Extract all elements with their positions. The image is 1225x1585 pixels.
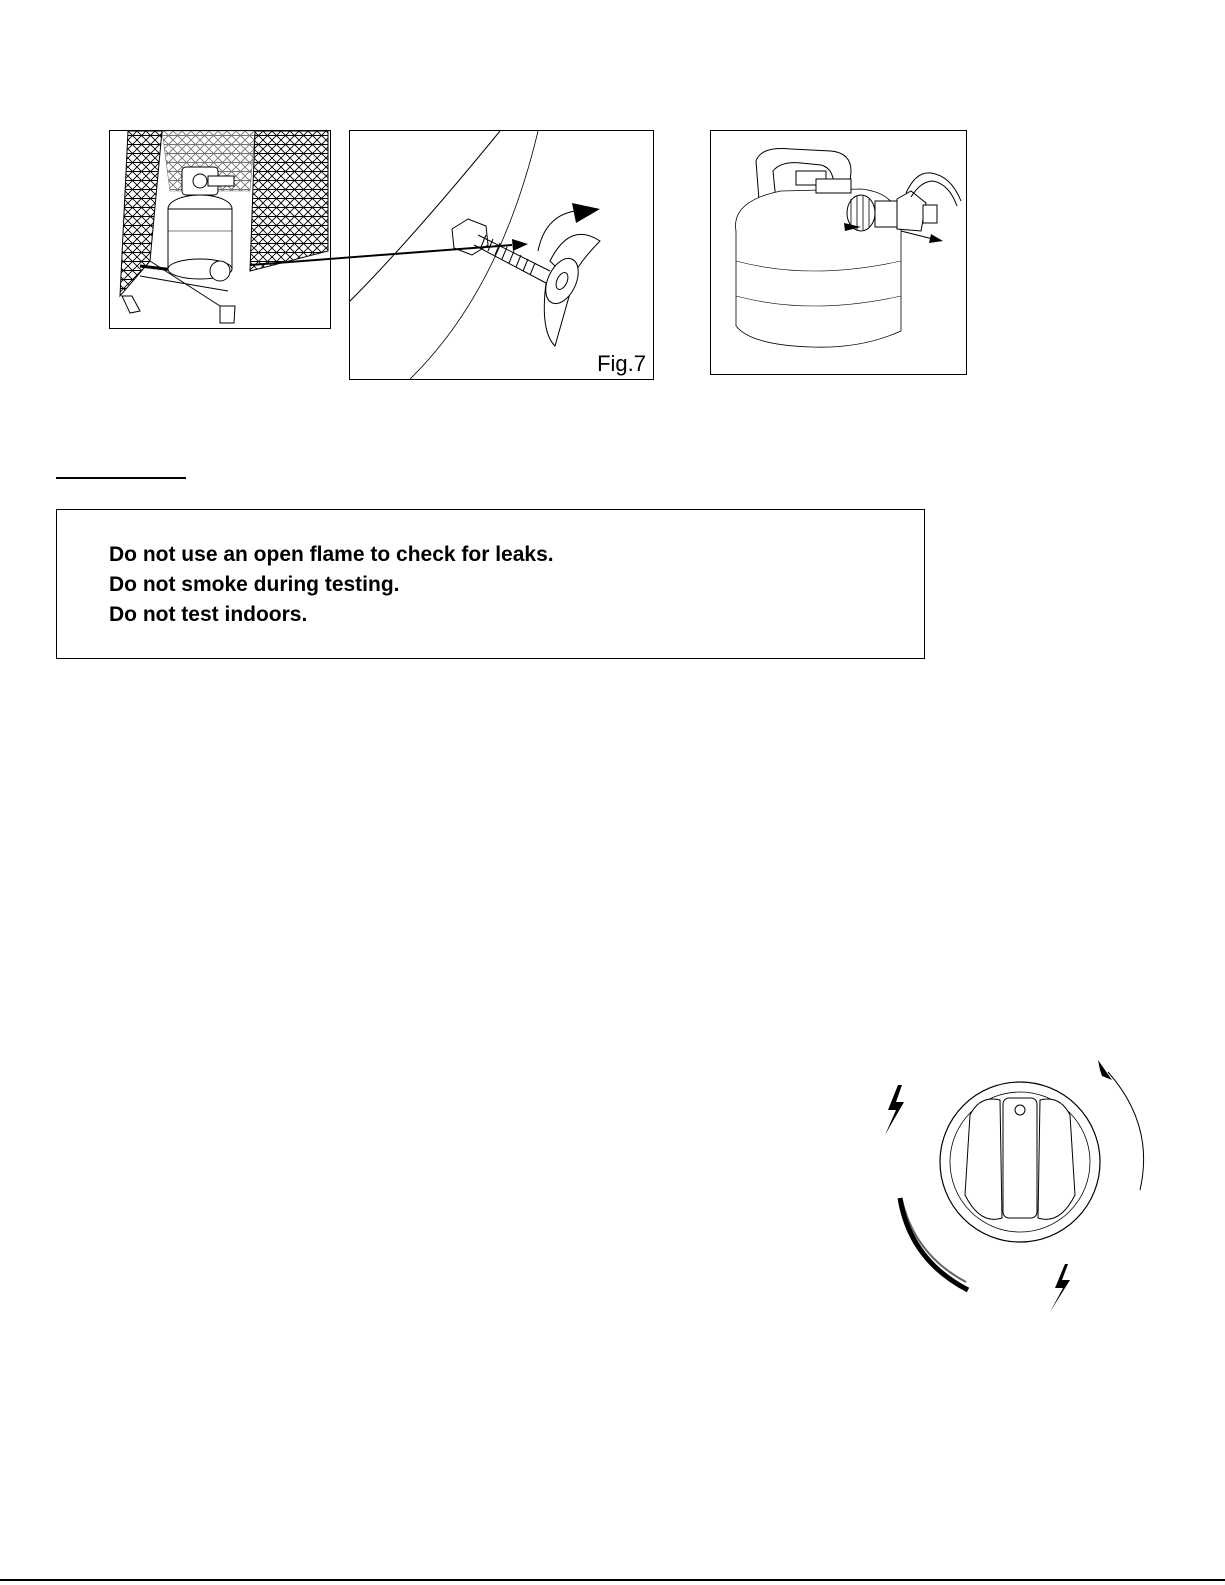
warning-line: Do not test indoors. [109,603,308,626]
warning-line: Do not smoke during testing. [109,573,400,596]
section-heading-underline [56,477,186,479]
hose-regulator-connection-icon [711,131,966,374]
hose-connection-figure [710,130,967,375]
figure-label: Fig.7 [597,351,646,376]
page-bottom-rule [0,1579,1225,1581]
warning-box [56,509,925,659]
warning-line: Do not use an open flame to check for leaks. [109,543,554,566]
control-knob-icon [870,1050,1160,1320]
valve-fitting-detail-icon [350,131,653,379]
cylinder-in-stand-figure [109,130,331,329]
propane-cylinder-in-stand-icon [110,131,330,328]
valve-detail-figure [349,130,654,380]
